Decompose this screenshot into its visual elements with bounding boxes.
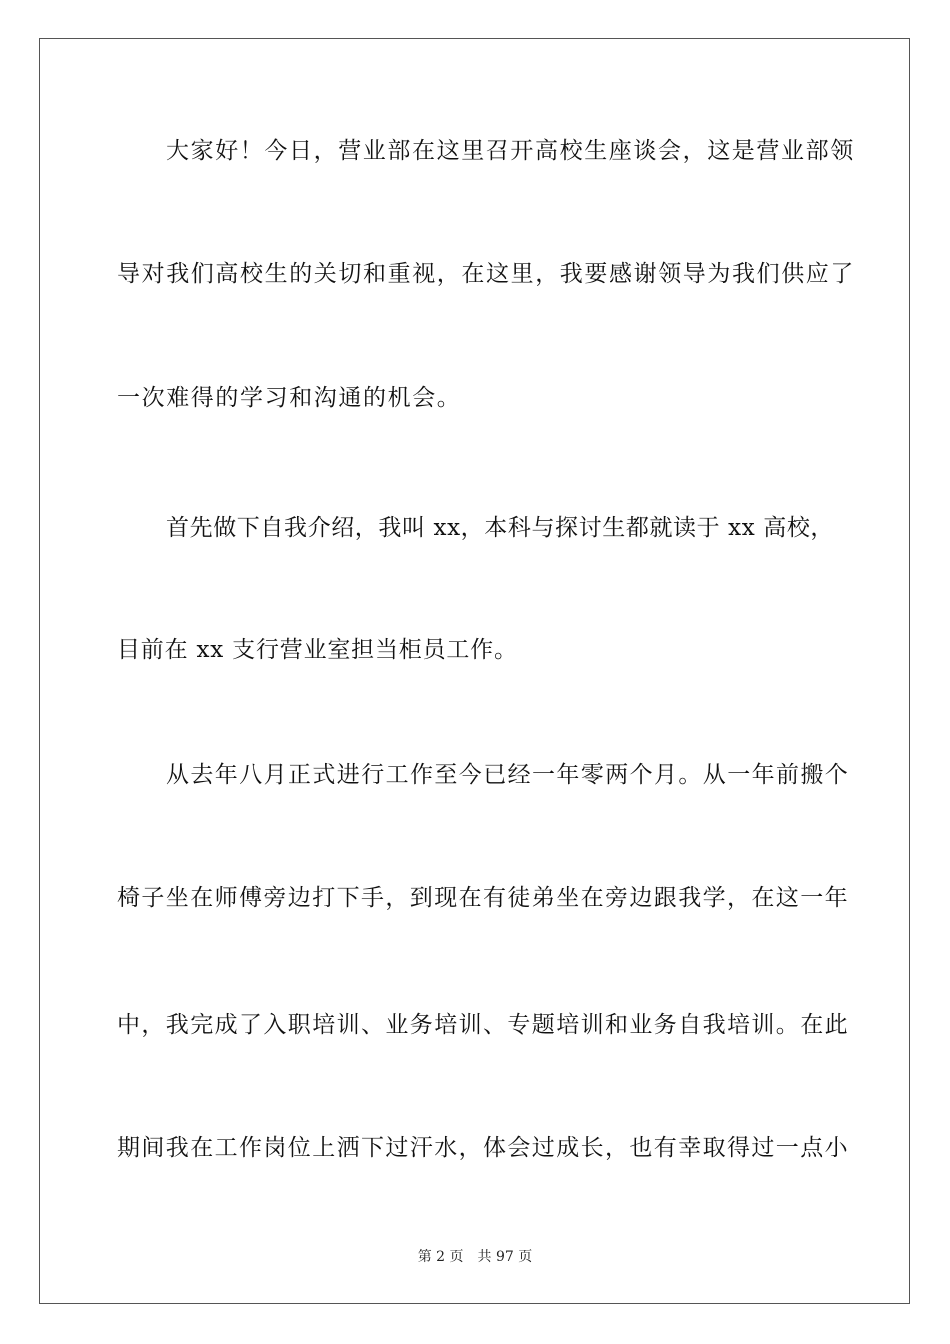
page-footer: [0, 1248, 950, 1266]
paragraph-3-line-2: 椅子坐在师傅旁边打下手，到现在有徒弟坐在旁边跟我学，在这一年: [117, 885, 849, 911]
paragraph-2-line-2: 目前在 xx 支行营业室担当柜员工作。: [117, 637, 518, 663]
page-border: [39, 38, 910, 1304]
page-total: 共 97 页: [477, 1249, 533, 1265]
paragraph-1-line-3: 一次难得的学习和沟通的机会。: [117, 385, 462, 411]
paragraph-2-line-1: 首先做下自我介绍，我叫 xx，本科与探讨生都就读于 xx 高校，: [166, 515, 835, 541]
paragraph-1-line-2: 导对我们高校生的关切和重视，在这里，我要感谢领导为我们供应了: [117, 261, 855, 287]
paragraph-3-line-4: 期间我在工作岗位上洒下过汗水，体会过成长，也有幸取得过一点小: [117, 1135, 849, 1161]
page-number: 第 2 页: [417, 1249, 464, 1265]
paragraph-3-line-3: 中，我完成了入职培训、业务培训、专题培训和业务自我培训。在此: [117, 1012, 849, 1038]
paragraph-3-line-1: 从去年八月正式进行工作至今已经一年零两个月。从一年前搬个: [166, 762, 850, 788]
paragraph-1-line-1: 大家好！今日，营业部在这里召开高校生座谈会，这是营业部领: [166, 138, 855, 164]
